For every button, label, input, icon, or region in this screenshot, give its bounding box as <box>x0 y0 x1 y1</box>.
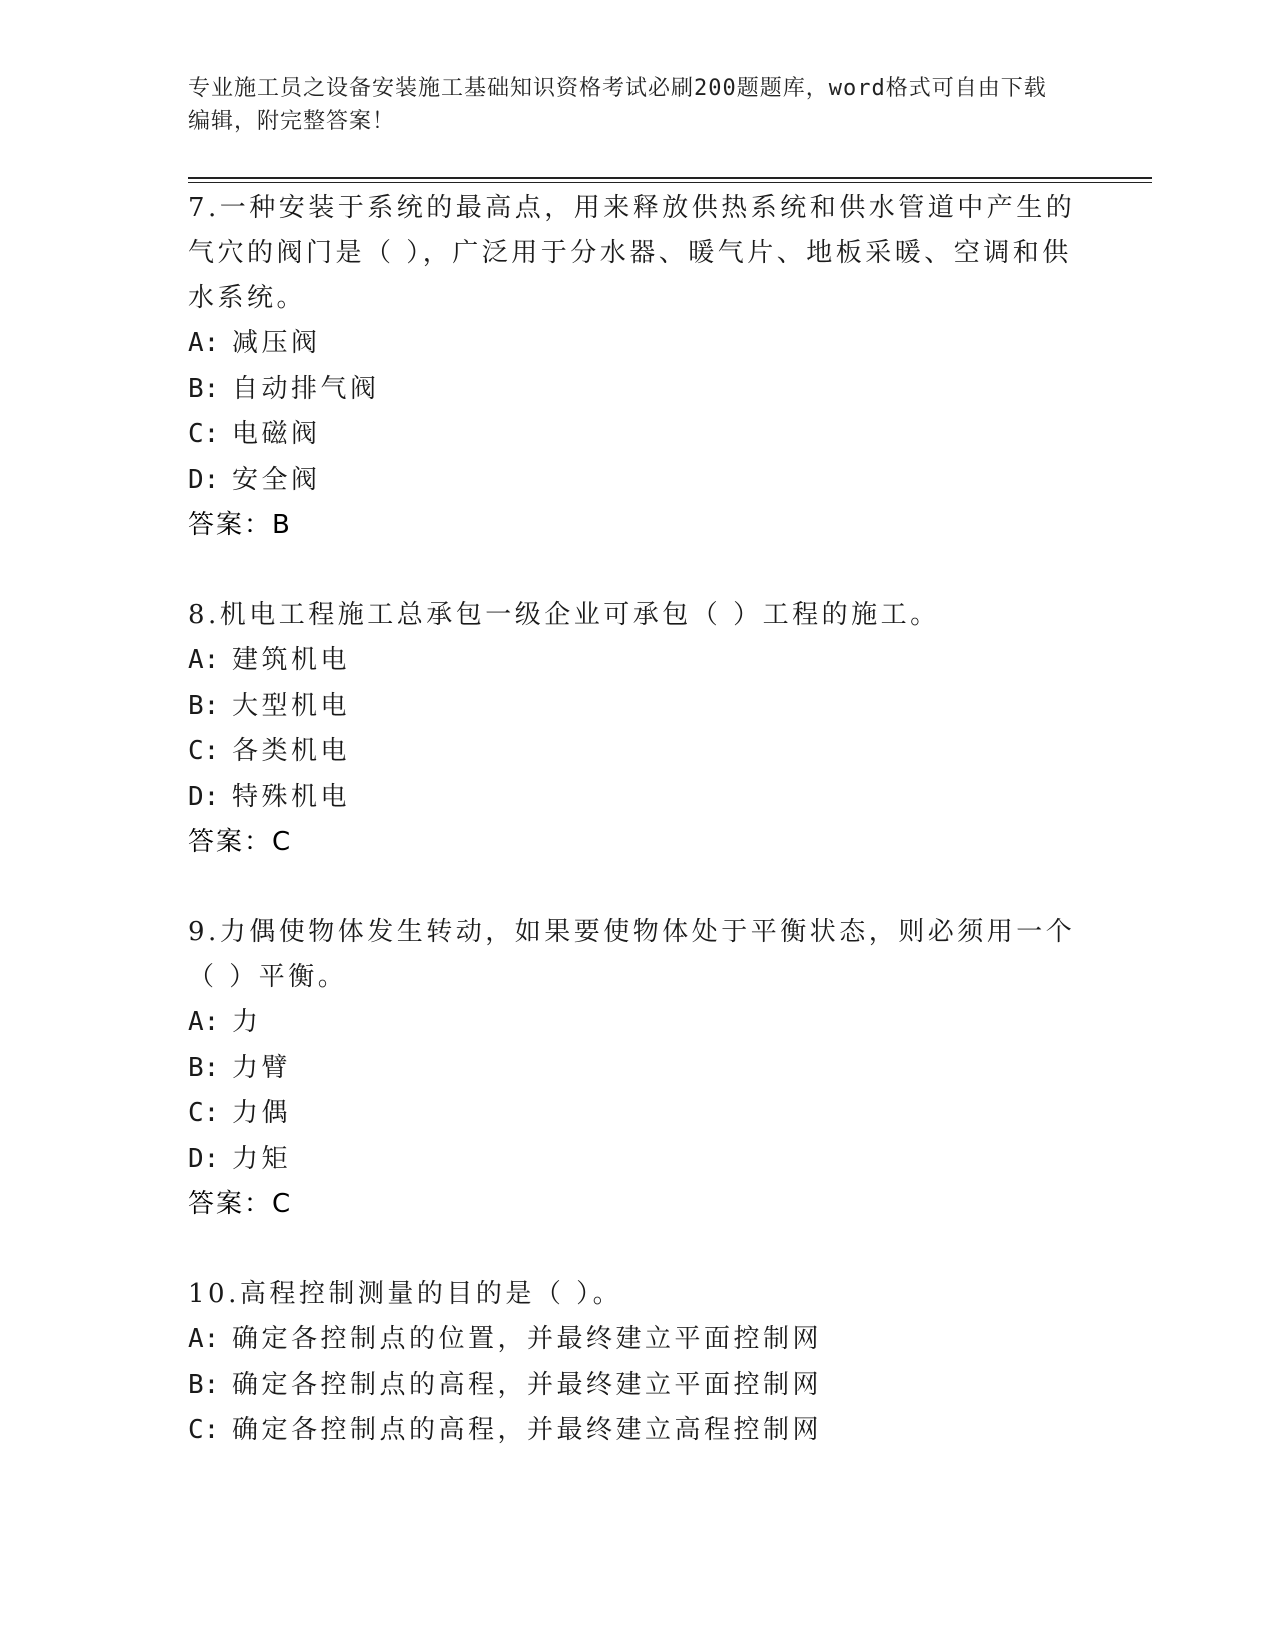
option-text: 确定各控制点的高程，并最终建立高程控制网 <box>232 1415 823 1445</box>
header-divider-thick <box>188 177 1152 179</box>
option-a <box>188 638 1088 684</box>
option-text: 减压阀 <box>232 328 321 358</box>
question-stem: 7.一种安装于系统的最高点，用来释放供热系统和供水管道中产生的气穴的阀门是（ ），广泛用于分水器、暖气片、地板采暖、空调和供水系统。 <box>188 193 1076 313</box>
option-letter: B: <box>188 1369 220 1400</box>
option-c <box>188 729 1088 775</box>
question-stem: 8.机电工程施工总承包一级企业可承包（ ）工程的施工。 <box>188 600 940 630</box>
answer-line: 答案：C <box>188 1189 293 1219</box>
question-7 <box>188 186 1088 548</box>
option-letter: A: <box>188 1324 220 1354</box>
option-text: 确定各控制点的位置，并最终建立平面控制网 <box>232 1324 823 1354</box>
option-a <box>188 1317 1088 1363</box>
option-text: 电磁阀 <box>232 419 321 449</box>
option-text: 安全阀 <box>232 464 321 495</box>
option-text: 特殊机电 <box>232 781 351 812</box>
option-letter: B: <box>188 373 220 404</box>
option-text: 确定各控制点的高程，并最终建立平面控制网 <box>232 1369 823 1400</box>
option-b <box>188 684 1088 730</box>
question-stem: 9.力偶使物体发生转动，如果要使物体处于平衡状态，则必须用一个（ ）平衡。 <box>188 917 1076 992</box>
option-a <box>188 321 1088 367</box>
option-b <box>188 367 1088 413</box>
option-text: 力臂 <box>232 1052 292 1083</box>
question-9 <box>188 910 1088 1227</box>
page-header: 专业施工员之设备安装施工基础知识资格考试必刷200题题库，word格式可自由下载编辑，附完整答案！ <box>188 76 1047 134</box>
answer-line: 答案：B <box>188 510 292 540</box>
option-c <box>188 412 1088 458</box>
option-text: 大型机电 <box>232 690 351 721</box>
option-c <box>188 1408 1088 1454</box>
option-letter: A: <box>188 645 220 675</box>
option-d <box>188 1137 1088 1183</box>
question-list <box>188 186 1088 1454</box>
question-8 <box>188 593 1088 865</box>
option-letter: D: <box>188 781 220 812</box>
option-c <box>188 1091 1088 1137</box>
option-text: 自动排气阀 <box>232 373 380 404</box>
answer-line: 答案：C <box>188 827 293 857</box>
option-text: 力偶 <box>232 1098 292 1128</box>
option-d <box>188 775 1088 821</box>
option-b <box>188 1363 1088 1409</box>
option-a <box>188 1000 1088 1046</box>
option-letter: D: <box>188 1143 220 1174</box>
header-divider-thin <box>188 182 1152 183</box>
option-text: 各类机电 <box>232 736 351 766</box>
option-letter: A: <box>188 1007 220 1037</box>
option-letter: B: <box>188 1052 220 1083</box>
option-text: 建筑机电 <box>232 645 351 675</box>
option-text: 力 <box>232 1007 262 1037</box>
option-d <box>188 458 1088 504</box>
question-10 <box>188 1272 1088 1454</box>
option-letter: D: <box>188 464 220 495</box>
question-stem: 10.高程控制测量的目的是（ ）。 <box>188 1279 623 1309</box>
option-letter: C: <box>188 1098 220 1128</box>
option-b <box>188 1046 1088 1092</box>
option-letter: A: <box>188 328 220 358</box>
option-letter: C: <box>188 1415 220 1445</box>
option-letter: B: <box>188 690 220 721</box>
option-letter: C: <box>188 736 220 766</box>
option-letter: C: <box>188 419 220 449</box>
option-text: 力矩 <box>232 1143 292 1174</box>
